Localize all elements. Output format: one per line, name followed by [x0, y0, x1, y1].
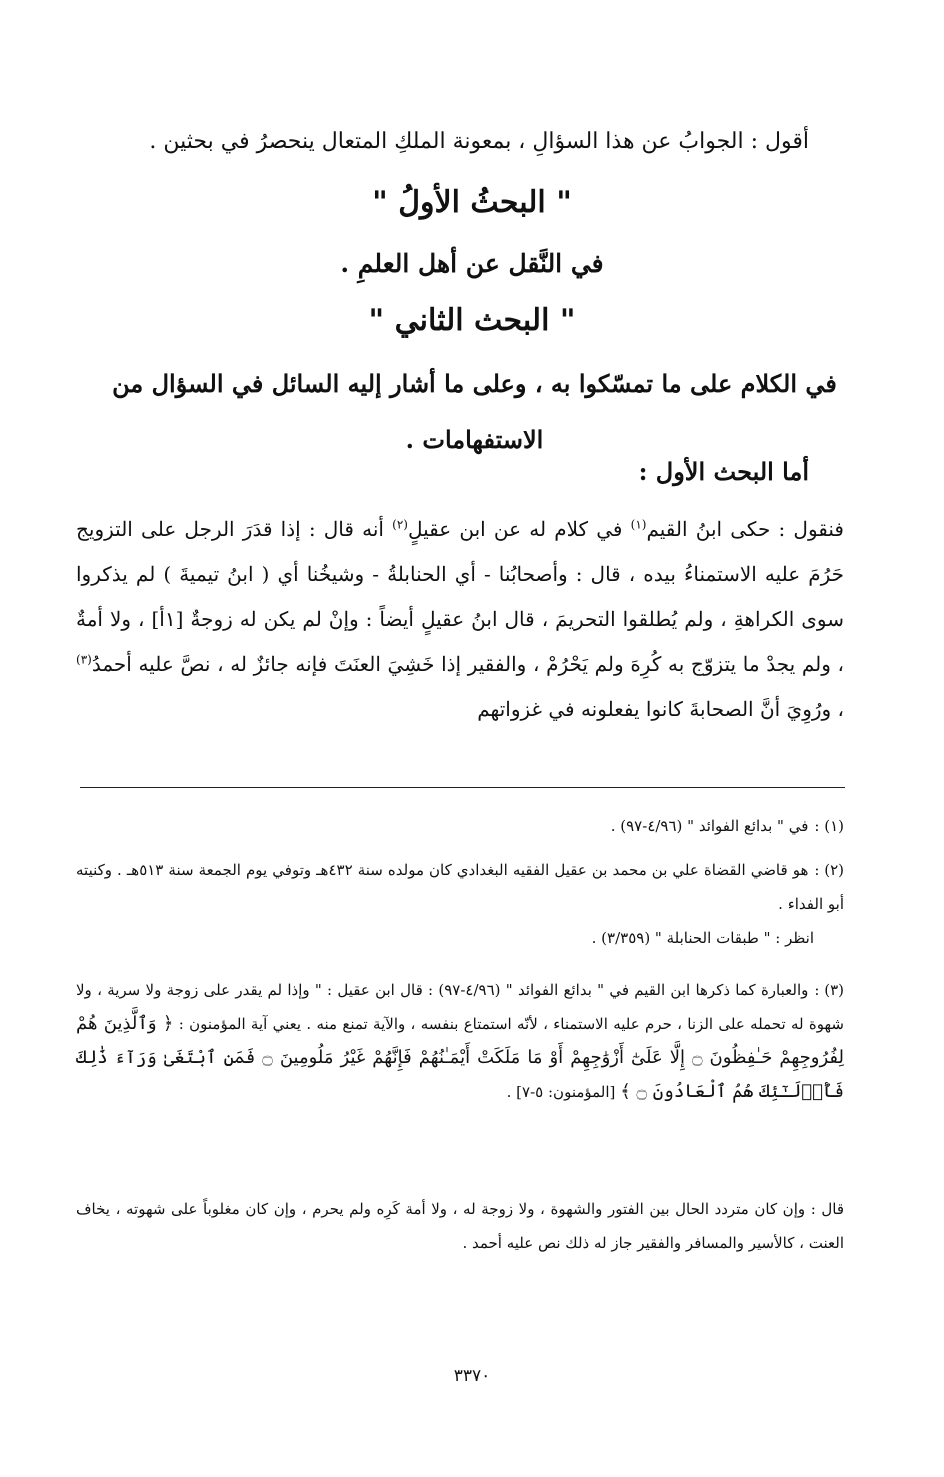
heading-second-research: " البحث الثاني "	[368, 303, 576, 338]
body-text-part: ، ورُوِيَ أنَّ الصحابةَ كانوا يفعلونه في غزواتهم	[477, 697, 844, 721]
footnote-1	[76, 809, 844, 843]
body-text-part: في كلام له عن ابن عقيلٍ	[407, 517, 631, 541]
intro-paragraph: أقول : الجوابُ عن هذا السؤالِ ، بمعونة الملكِ المتعال ينحصرُ في بحثين .	[149, 129, 809, 154]
footnote-text: في " بدائع الفوائد " (٤/٩٦-٩٧) .	[610, 817, 809, 835]
heading-first-research-topic: في النَّقل عن أهل العلمِ .	[340, 249, 604, 278]
footnote-separator	[80, 787, 845, 788]
heading-second-research-topic: في الكلام على ما تمسّكوا به ، وعلى ما أشار إليه السائل في السؤال من الاستفهامات .	[112, 369, 837, 454]
footnote-number: (٢) :	[814, 861, 844, 879]
footnote-number: (٣) :	[814, 981, 844, 999]
footnote-see-also: انظر : " طبقات الحنابلة " (٣/٣٥٩) .	[591, 929, 814, 947]
quran-verse: ﴿ وَٱلَّذِينَ هُمْ لِفُرُوجِهِمْ حَـٰفِظُونَ ۝ إِلَّا عَلَىٰٓ أَزْوَٰجِهِمْ أَوْ مَا مَلَكَتْ أَيْمَـٰنُهُمْ فَإِنَّهُمْ غَيْرُ مَلُومِينَ ۝ فَمَنِ ٱبْتَغَىٰ وَرَآءَ ذَٰلِكَ فَأُو۟لَـٰٓئِكَ هُمُ ٱلْعَادُونَ ۝ ﴾	[76, 1013, 844, 1102]
footnote-text: هو قاضي القضاة علي بن محمد بن عقيل الفقيه البغدادي كان مولده سنة ٤٣٢هـ وتوفي يوم الجمعة سنة ٥١٣هـ . وكنيته أبو الفداء .	[76, 861, 844, 913]
heading-first-research: " البحثُ الأولُ "	[372, 185, 572, 220]
footnote-ref-2[interactable]: (٢)	[392, 517, 408, 532]
body-text-part: فنقول : حكى ابنُ القيم	[646, 517, 844, 541]
section-title: أما البحث الأول :	[638, 457, 809, 486]
footnote-3	[76, 973, 844, 1109]
footnote-2	[76, 853, 844, 955]
footnote-continuation: قال : وإن كان متردد الحال بين الفتور والشهوة ، ولا زوجة له ، ولا أمة كَرِه ولم يحرم ، وإن كان مغلوباً على شهوته ، يخاف العنت ، كالأسير والمسافر والفقير جاز له ذلك نص عليه أحمد .	[76, 1200, 844, 1252]
body-paragraph	[76, 507, 844, 732]
footnote-number: (١) :	[814, 817, 844, 835]
footnote-text: والعبارة كما ذكرها ابن القيم في " بدائع الفوائد " (٤/٩٦-٩٧) : قال ابن عقيل : " وإذا لم يقدر على زوجة ولا سرية ، ولا شهوة له تحمله على الزنا ، حرم عليه الاستمناء ، لأنّه استمتاع بنفسه ، والآية تمنع منه . يعني آية المؤمنون :	[76, 981, 844, 1033]
quran-reference: [المؤمنون: ٥-٧] .	[506, 1083, 616, 1101]
body-text-part: أنه قال : إذا قدَرَ الرجل على التزويج حَرُمَ عليه الاستمناءُ بيده ، قال : وأصحابُنا - أي الحنابلةُ - وشيخُنا أي ( ابنُ تيميةَ ) لم يذكروا سوى الكراهةِ ، ولم يُطلقوا التحريمَ ، قال ابنُ عقيلٍ أيضاً : وإنْ لم يكن له زوجةٌ [١أ] ، ولا أمةٌ ، ولم يجدْ ما يتزوّج به كُرِهَ ولم يَحْرُمْ ، والفقير إذا خَشِيَ العنَتَ فإنه جائزٌ له ، نصَّ عليه أحمدُ	[76, 517, 844, 676]
footnote-ref-1[interactable]: (١)	[630, 517, 647, 532]
footnote-ref-3[interactable]: (٣)	[76, 652, 92, 667]
page-number: ٣٣٧٠	[453, 1366, 491, 1386]
